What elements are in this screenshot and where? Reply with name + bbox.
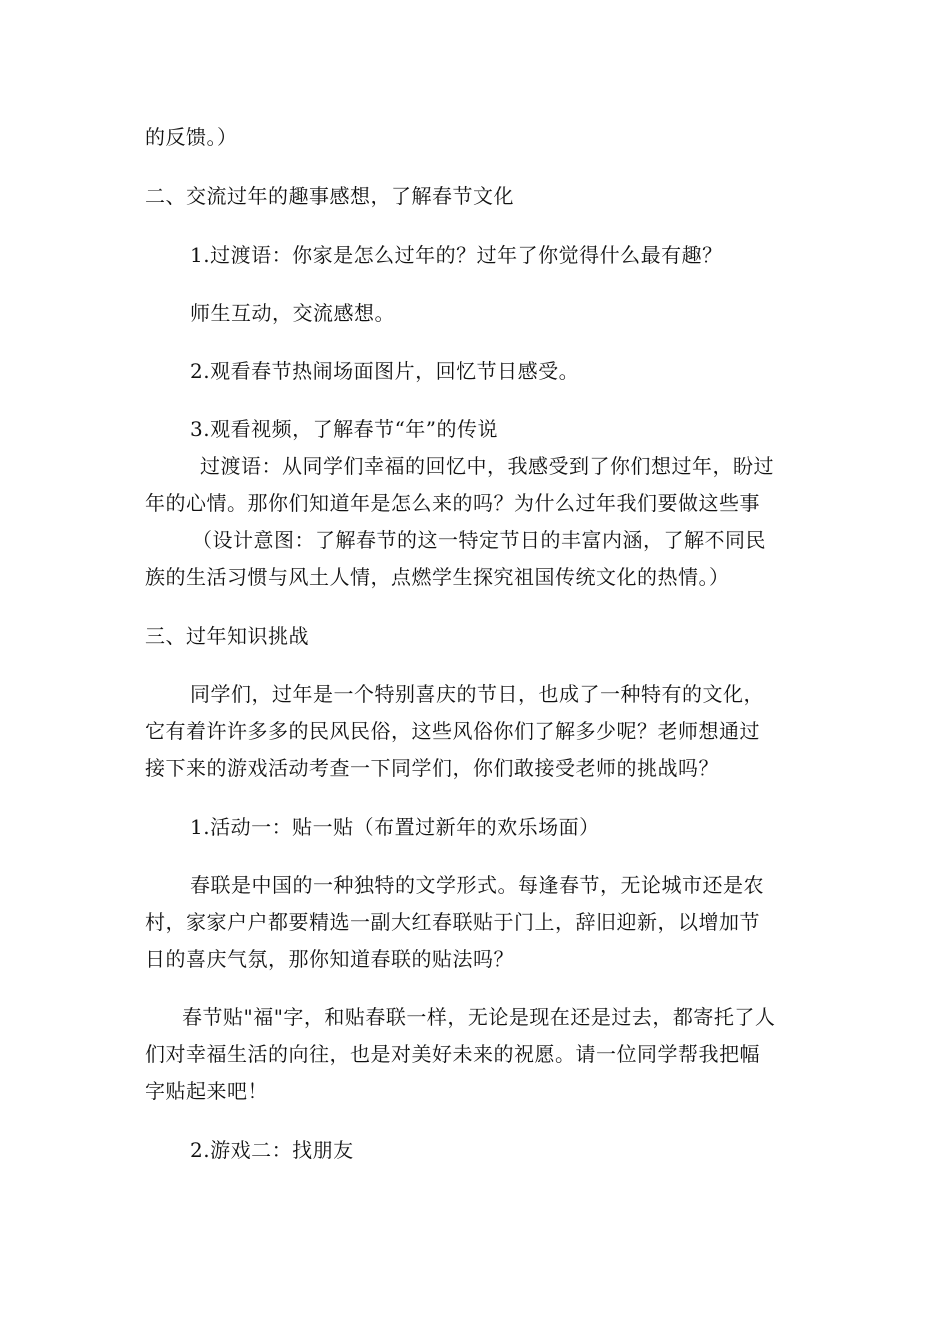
paragraph-line: 春联是中国的一种独特的文学形式。每逢春节，无论城市还是农 <box>190 873 764 897</box>
paragraph-line: 年的心情。那你们知道年是怎么来的吗？为什么过年我们要做这些事 <box>145 491 760 515</box>
paragraph-line: 接下来的游戏活动考查一下同学们，你们敢接受老师的挑战吗？ <box>145 756 719 780</box>
paragraph-line: 2.游戏二：找朋友 <box>190 1138 354 1162</box>
paragraph-line: （设计意图：了解春节的这一特定节日的丰富内涵，了解不同民 <box>192 528 766 552</box>
paragraph-line: 村，家家户户都要精选一副大红春联贴于门上，辞旧迎新，以增加节 <box>145 910 760 934</box>
paragraph-line: 同学们，过年是一个特别喜庆的节日，也成了一种特有的文化， <box>190 682 764 706</box>
paragraph-line: 1.活动一：贴一贴（布置过新年的欢乐场面） <box>190 815 600 839</box>
paragraph-line: 3.观看视频，了解春节“年”的传说 <box>190 417 499 441</box>
paragraph-line: 春节贴"福"字，和贴春联一样，无论是现在还是过去，都寄托了人 <box>182 1005 776 1029</box>
paragraph-line: 字贴起来吧！ <box>145 1079 268 1103</box>
paragraph-line: 日的喜庆气氛，那你知道春联的贴法吗？ <box>145 947 514 971</box>
section-heading: 三、过年知识挑战 <box>145 624 309 648</box>
paragraph-line: 2.观看春节热闹场面图片，回忆节日感受。 <box>190 359 580 383</box>
paragraph-line: 1.过渡语：你家是怎么过年的？过年了你觉得什么最有趣？ <box>190 243 723 267</box>
paragraph-line: 的反馈。） <box>145 125 238 149</box>
paragraph-line: 师生互动，交流感想。 <box>190 301 395 325</box>
paragraph-line: 它有着许许多多的民风民俗，这些风俗你们了解多少呢？老师想通过 <box>145 719 760 743</box>
section-heading: 二、交流过年的趣事感想，了解春节文化 <box>145 184 514 208</box>
paragraph-line: 们对幸福生活的向往，也是对美好未来的祝愿。请一位同学帮我把幅 <box>145 1042 760 1066</box>
paragraph-line: 过渡语：从同学们幸福的回忆中，我感受到了你们想过年，盼过 <box>200 454 774 478</box>
paragraph-line: 族的生活习惯与风土人情，点燃学生探究祖国传统文化的热情。） <box>145 565 730 589</box>
